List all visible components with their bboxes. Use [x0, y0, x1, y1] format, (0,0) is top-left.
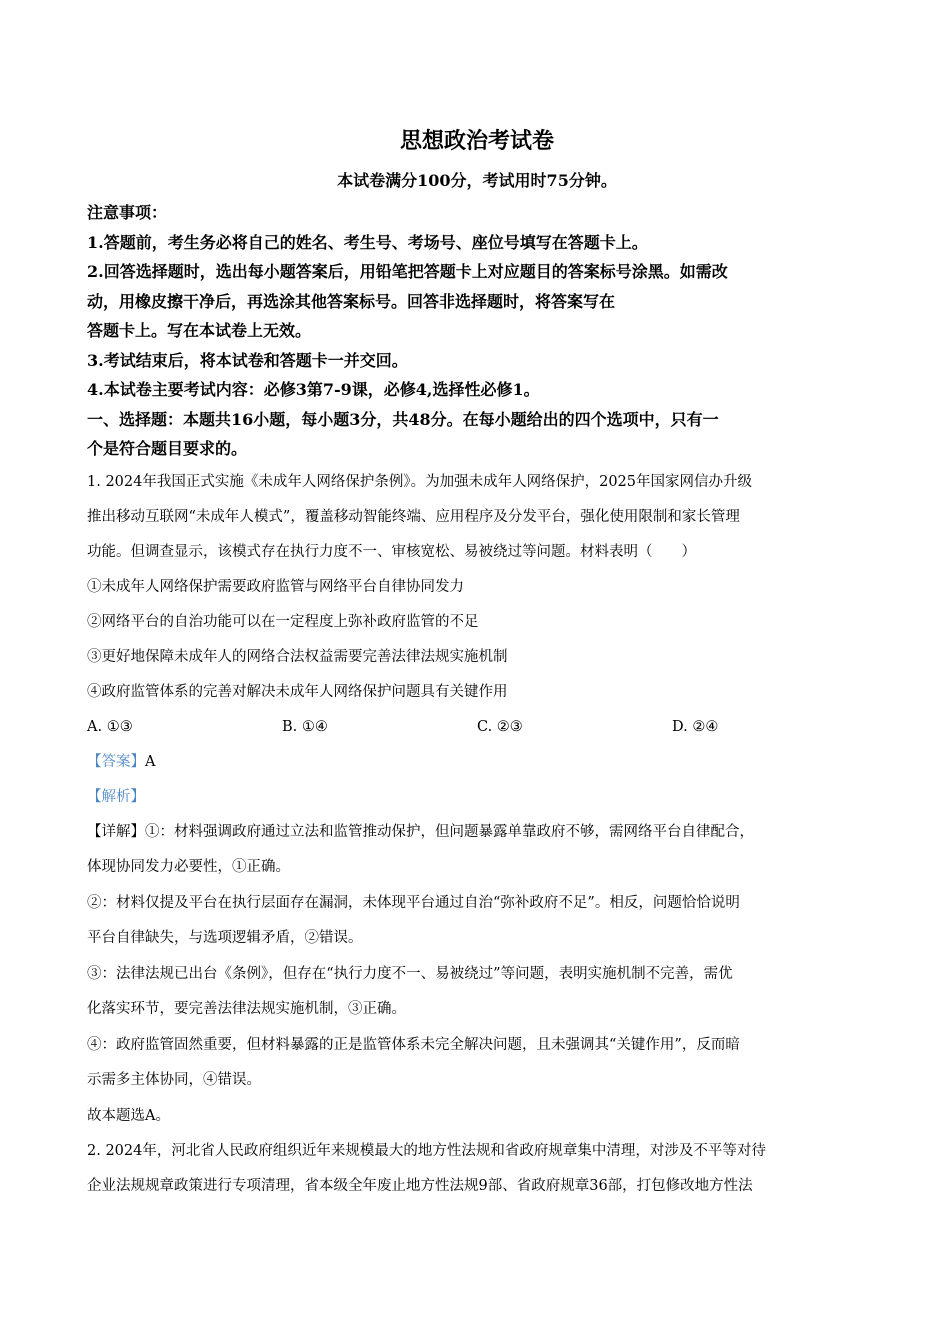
- question-1: [87, 465, 867, 1135]
- notice-block: [87, 198, 867, 405]
- notice-heading: 注意事项：: [87, 203, 168, 222]
- explanation-line: 平台自律缺失，与选项逻辑矛盾，②错误。: [87, 930, 363, 946]
- choice-a: A. ①③: [87, 718, 133, 735]
- notice-item: 答题卡上。写在本试卷上无效。: [87, 321, 312, 340]
- page-title: 思想政治考试卷: [399, 128, 554, 154]
- question-2: [87, 1134, 867, 1204]
- statement: ④政府监管体系的完善对解决未成年人网络保护问题具有关键作用: [87, 683, 508, 700]
- notice-item: 动，用橡皮擦干净后，再选涂其他答案标号。回答非选择题时，将答案写在: [87, 291, 616, 311]
- question-stem-line: 推出移动互联网“未成年人模式”，覆盖移动智能终端、应用程序及分发平台，强化使用限制和家长管理: [87, 508, 740, 525]
- section-heading-line: 一、选择题：本题共16小题，每小题3分，共48分。在每小题给出的四个选项中，只有一: [87, 409, 719, 429]
- section-heading-line: 个是符合题目要求的。: [87, 438, 248, 458]
- explanation-line: 故本题选A。: [87, 1107, 170, 1124]
- analysis-label: 【解析】: [87, 788, 145, 805]
- choice-row: [87, 710, 867, 745]
- answer-line: [87, 745, 867, 780]
- exam-page: [87, 126, 867, 1204]
- notice-item: 2.回答选择题时，选出每小题答案后，用铅笔把答题卡上对应题目的答案标号涂黑。如需改: [87, 262, 728, 281]
- choice-c: C. ②③: [477, 718, 523, 735]
- explanation-line: ③：法律法规已出台《条例》，但存在“执行力度不一、易被绕过”等问题，表明实施机制不完善，需优: [87, 965, 733, 982]
- explanation-line: ④：政府监管固然重要，但材料暴露的正是监管体系未完全解决问题，且未强调其“关键作用”，反而暗: [87, 1036, 740, 1053]
- choice-b: B. ①④: [282, 718, 328, 735]
- explanation-line: 示需多主体协同，④错误。: [87, 1072, 261, 1088]
- choice-d: D. ②④: [672, 718, 719, 735]
- question-stem-line: 1. 2024年我国正式实施《未成年人网络保护条例》。为加强未成年人网络保护，2025年国家网信办升级: [87, 473, 752, 490]
- question-stem-line: 2. 2024年，河北省人民政府组织近年来规模最大的地方性法规和省政府规章集中清理，对涉及不平等对待: [87, 1143, 766, 1159]
- explanation-line: 体现协同发力必要性，①正确。: [87, 859, 290, 875]
- section-heading: [87, 405, 867, 463]
- statement: ②网络平台的自治功能可以在一定程度上弥补政府监管的不足: [87, 613, 479, 630]
- answer-value: A: [145, 753, 156, 770]
- explanation-line: 【详解】①：材料强调政府通过立法和监管推动保护，但问题暴露单靠政府不够，需网络平台自律配合，: [87, 823, 754, 840]
- notice-item: 3.考试结束后，将本试卷和答题卡一并交回。: [87, 350, 408, 370]
- analysis-line: [87, 780, 867, 815]
- notice-item: 4.本试卷主要考试内容：必修3第7-9课，必修4,选择性必修1。: [87, 380, 540, 399]
- notice-item: 1.答题前，考生务必将自己的姓名、考生号、考场号、座位号填写在答题卡上。: [87, 232, 648, 252]
- statement: ①未成年人网络保护需要政府监管与网络平台自律协同发力: [87, 578, 464, 595]
- question-stem-line: 功能。但调查显示，该模式存在执行力度不一、审核宽松、易被绕过等问题。材料表明（ ）: [87, 543, 696, 560]
- statement: ③更好地保障未成年人的网络合法权益需要完善法律法规实施机制: [87, 648, 508, 665]
- question-stem-line: 企业法规规章政策进行专项清理，省本级全年废止地方性法规9部、省政府规章36部，打包修改地方性法: [87, 1178, 753, 1194]
- exam-info: 本试卷满分100分，考试用时75分钟。: [337, 171, 617, 190]
- explanation-line: ②：材料仅提及平台在执行层面存在漏洞，未体现平台通过自治“弥补政府不足”。相反，问题恰恰说明: [87, 894, 740, 911]
- explanation-line: 化落实环节，要完善法律法规实施机制，③正确。: [87, 1001, 406, 1017]
- answer-label: 【答案】: [87, 753, 145, 770]
